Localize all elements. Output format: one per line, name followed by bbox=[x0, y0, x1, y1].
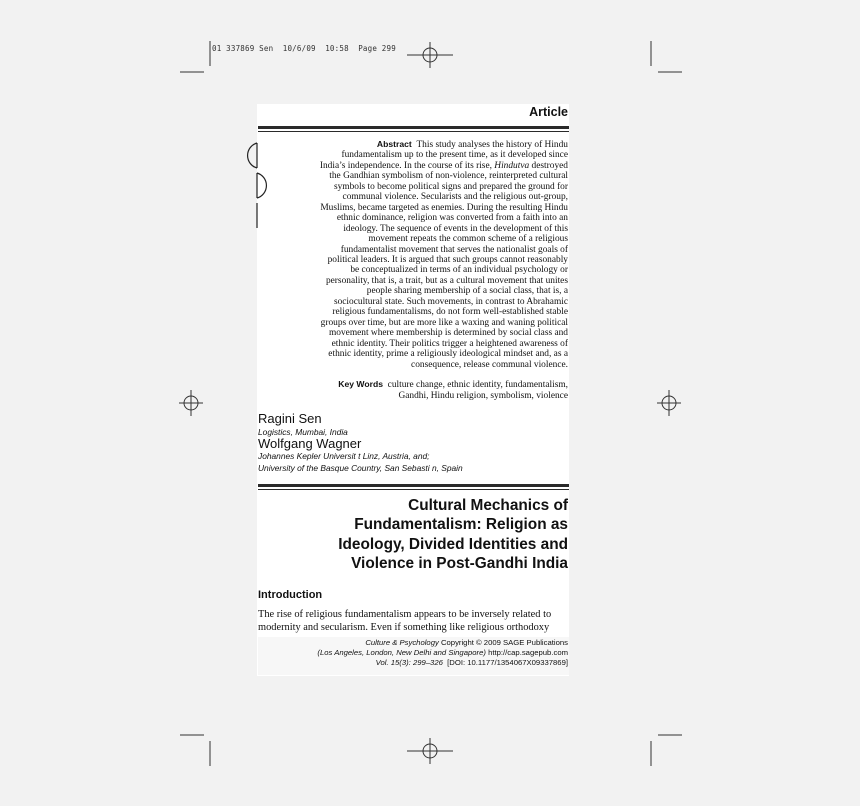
copyright: Copyright © 2009 SAGE Publications bbox=[440, 638, 568, 647]
abstract-line: sociocultural state. Such movements, in contrast to Abrahamic bbox=[333, 296, 568, 307]
abstract-line bbox=[300, 161, 568, 171]
abstract-line: Muslims, became targeted as enemies. During the resulting Hindu bbox=[320, 202, 568, 213]
title-rule-thin bbox=[258, 489, 569, 490]
author-affiliation: Logistics, Mumbai, India bbox=[258, 427, 348, 437]
abstract-line: ethnic dominance, religion was converted from a faith into an bbox=[336, 213, 568, 224]
journal-url[interactable]: http://cap.sagepub.com bbox=[488, 648, 568, 658]
article-title bbox=[270, 496, 568, 574]
abstract-line: religious fundamentalisms, do not form well-established stable bbox=[332, 307, 568, 318]
abstract-line: groups over time, but are more like a waxing and waning political bbox=[320, 317, 568, 328]
title-line: Cultural Mechanics of bbox=[408, 497, 568, 514]
abstract-label: Abstract bbox=[376, 139, 412, 149]
abstract-line-part: India’s independence. In the course of its rise, bbox=[319, 160, 495, 171]
abstract-line: the Gandhian symbolism of non-violence, reinterpreted cultural bbox=[329, 171, 568, 182]
header-rule-thin bbox=[258, 131, 569, 132]
footer-line bbox=[258, 648, 568, 658]
author-affiliation: University of the Basque Country, San Sebasti n, Spain bbox=[258, 463, 463, 473]
title-line: Fundamentalism: Religion as bbox=[354, 516, 568, 534]
abstract-line: movement repeats the common scheme of a religious bbox=[368, 234, 568, 245]
abstract-line-part: destroyed bbox=[529, 160, 568, 171]
author-name: Wolfgang Wagner bbox=[258, 436, 362, 451]
keywords-line: culture change, ethnic identity, fundamentalism, bbox=[387, 380, 568, 390]
keywords-line: Gandhi, Hindu religion, symbolism, violence bbox=[398, 391, 568, 401]
body-line: The rise of religious fundamentalism appears to be inversely related to bbox=[258, 609, 552, 620]
abstract-line: symbols to become political signs and prepared the ground for bbox=[333, 181, 568, 192]
title-rule-thick bbox=[258, 484, 569, 487]
abstract bbox=[300, 139, 568, 370]
author-affiliation: Johannes Kepler Universit t Linz, Austria, and; bbox=[258, 451, 430, 461]
abstract-line: communal violence. Secularists and the religious out-group, bbox=[342, 192, 568, 203]
header-rule-thick bbox=[258, 126, 569, 129]
abstract-line: be conceptualized in terms of an individual psychology or bbox=[350, 265, 568, 276]
abstract-line: ethnic identity, prime a religiously ideological mindset and, as a bbox=[328, 349, 568, 360]
abstract-first-line bbox=[300, 139, 568, 150]
article-type-label: Article bbox=[529, 105, 568, 119]
author-name: Ragini Sen bbox=[258, 411, 322, 426]
abstract-line: movement where membership is determined by social class and bbox=[329, 328, 568, 339]
abstract-line: fundamentalist movement that serves the nationalist goals of bbox=[340, 244, 568, 255]
slug-date: 10/6/09 bbox=[282, 44, 316, 53]
publication-footer bbox=[258, 638, 568, 669]
abstract-line: fundamentalism up to the present time, as it developed since bbox=[341, 150, 568, 161]
hindutva-term: Hindutva bbox=[494, 160, 530, 171]
ornament-arc-top bbox=[248, 143, 257, 168]
publisher-places: (Los Angeles, London, New Delhi and Singapore) bbox=[317, 648, 486, 658]
keywords-first-line bbox=[300, 379, 568, 391]
title-line: Ideology, Divided Identities and bbox=[338, 535, 568, 553]
doi[interactable]: [DOI: 10.1177/1354067X09337869] bbox=[447, 658, 568, 668]
section-heading: Introduction bbox=[258, 589, 323, 601]
body-text bbox=[258, 608, 569, 634]
slug-time: 10:58 bbox=[325, 44, 349, 53]
keywords-label: Key Words bbox=[338, 379, 383, 389]
slug-page: Page 299 bbox=[358, 44, 396, 53]
key-words bbox=[300, 379, 568, 402]
footer-line bbox=[258, 658, 568, 668]
journal-name: Culture & Psychology bbox=[365, 638, 439, 647]
title-line: Violence in Post-Gandhi India bbox=[351, 555, 568, 573]
volume-info: Vol. 15(3): 299–326 bbox=[375, 658, 443, 668]
ornament-arc-bottom bbox=[257, 173, 266, 198]
abstract-line: This study analyses the history of Hindu bbox=[416, 140, 568, 150]
abstract-line: personality, that is, a trait, but as a cultural movement that unites bbox=[325, 275, 568, 286]
slug-code: 01 337869 Sen bbox=[212, 44, 274, 53]
footer-line bbox=[258, 638, 568, 648]
abstract-line: ethnic identity. Their politics trigger a heightened awareness of bbox=[331, 338, 568, 349]
abstract-line: political leaders. It is argued that such groups cannot reasonably bbox=[327, 254, 568, 265]
abstract-line: people sharing membership of a social class, that is, a bbox=[366, 286, 568, 297]
abstract-line: consequence, release communal violence. bbox=[411, 359, 568, 370]
abstract-line: ideology. The sequence of events in the development of this bbox=[343, 223, 568, 234]
body-line: modernity and secularism. Even if something like religious orthodoxy bbox=[258, 622, 550, 633]
